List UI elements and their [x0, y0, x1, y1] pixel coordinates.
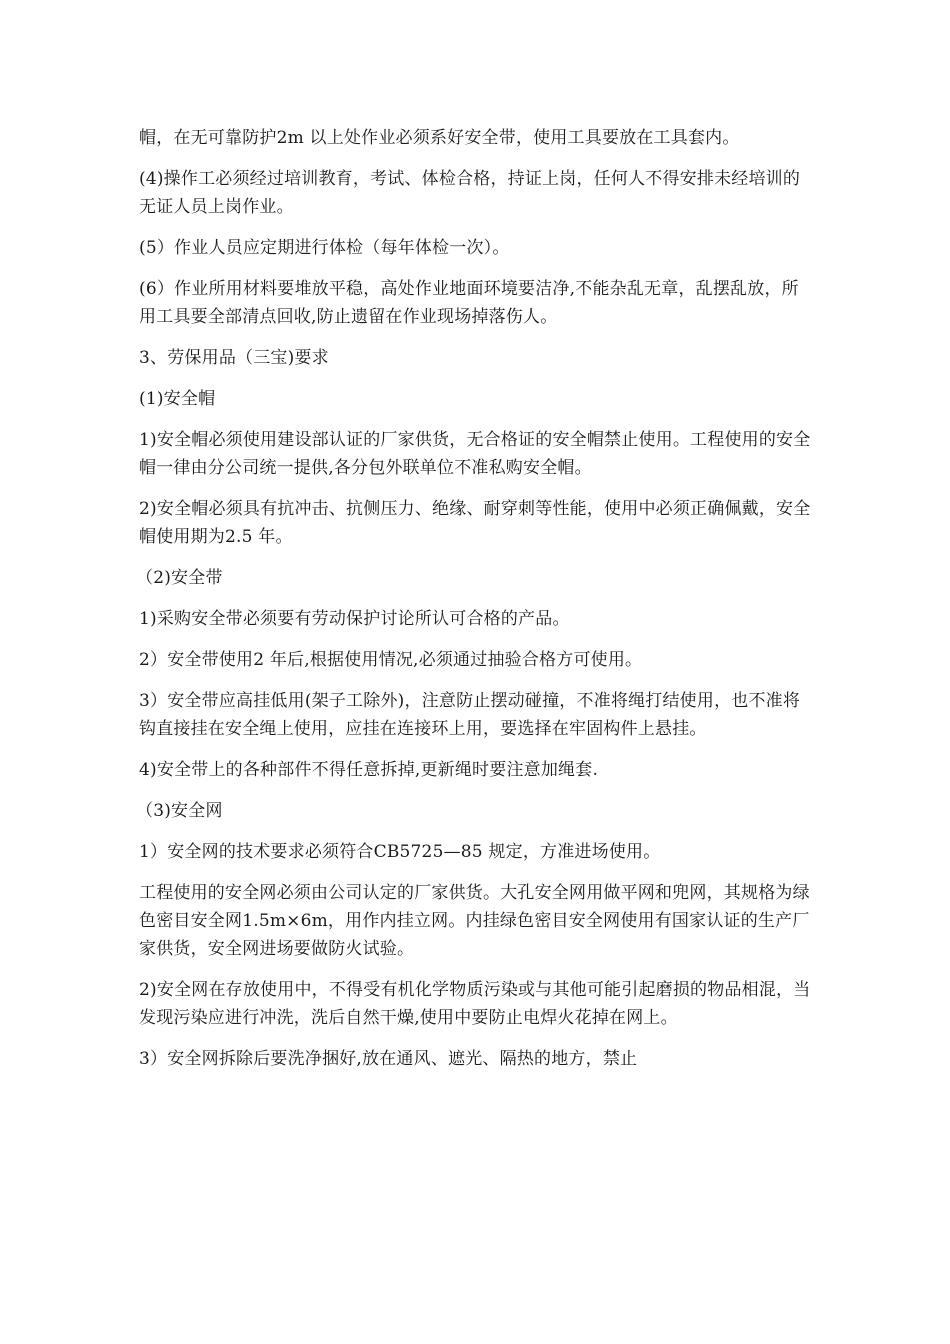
paragraph-helmet-performance: 2)安全帽必须具有抗冲击、抗侧压力、绝缘、耐穿刺等性能，使用中必须正确佩戴，安全帽使用期为2.5 年。 — [139, 499, 811, 547]
paragraph-belt-inspection: 2）安全带使用2 年后,根据使用情况,必须通过抽验合格方可使用。 — [139, 650, 643, 670]
paragraph-material-stacking: (6）作业所用材料要堆放平稳，高处作业地面环境要洁净,不能杂乱无章，乱摆乱放，所用工具要全部清点回收,防止遗留在作业现场掉落伤人。 — [139, 279, 799, 327]
paragraph-operator-training: (4)操作工必须经过培训教育，考试、体检合格，持证上岗，任何人不得安排未经培训的无证人员上岗作业。 — [139, 169, 801, 217]
paragraph-net-removal: 3）安全网拆除后要洗净捆好,放在通风、遮光、隔热的地方，禁止 — [139, 1049, 638, 1069]
paragraph-helmet-supplier: 1)安全帽必须使用建设部认证的厂家供货，无合格证的安全帽禁止使用。工程使用的安全帽一律由分公司统一提供,各分包外联单位不准私购安全帽。 — [139, 430, 811, 478]
paragraph-net-supplier: 工程使用的安全网必须由公司认定的厂家供货。大孔安全网用做平网和兜网，其规格为绿色密目安全网1.5m×6m，用作内挂立网。内挂绿色密目安全网使用有国家认证的生产厂家供货，安全网进场要做防火试验。 — [139, 883, 810, 959]
paragraph-helmet-tools: 帽，在无可靠防护2m 以上处作业必须系好安全带，使用工具要放在工具套内。 — [139, 128, 740, 148]
subheading-safety-belt: （2)安全带 — [136, 568, 223, 588]
subheading-safety-helmet: (1)安全帽 — [139, 389, 216, 409]
paragraph-belt-purchase: 1)采购安全带必须要有劳动保护讨论所认可合格的产品。 — [139, 609, 570, 629]
paragraph-health-check: (5）作业人员应定期进行体检（每年体检一次）。 — [139, 238, 510, 258]
paragraph-belt-usage: 3）安全带应高挂低用(架子工除外)，注意防止摆动碰撞，不准将绳打结使用，也不准将钩直接挂在安全绳上使用，应挂在连接环上用，要选择在牢固构件上悬挂。 — [139, 691, 801, 739]
paragraph-net-standard: 1）安全网的技术要求必须符合CB5725—85 规定，方准进场使用。 — [139, 842, 661, 862]
subheading-safety-net: （3)安全网 — [136, 801, 223, 821]
paragraph-net-storage: 2)安全网在存放使用中，不得受有机化学物质污染或与其他可能引起磨损的物品相混，当发现污染应进行冲洗，洗后自然干燥,使用中要防止电焊火花掉在网上。 — [139, 980, 811, 1028]
paragraph-belt-parts: 4)安全带上的各种部件不得任意拆掉,更新绳时要注意加绳套. — [139, 760, 599, 780]
section-heading-ppe: 3、劳保用品（三宝)要求 — [139, 348, 329, 368]
document-body — [136, 124, 811, 1086]
